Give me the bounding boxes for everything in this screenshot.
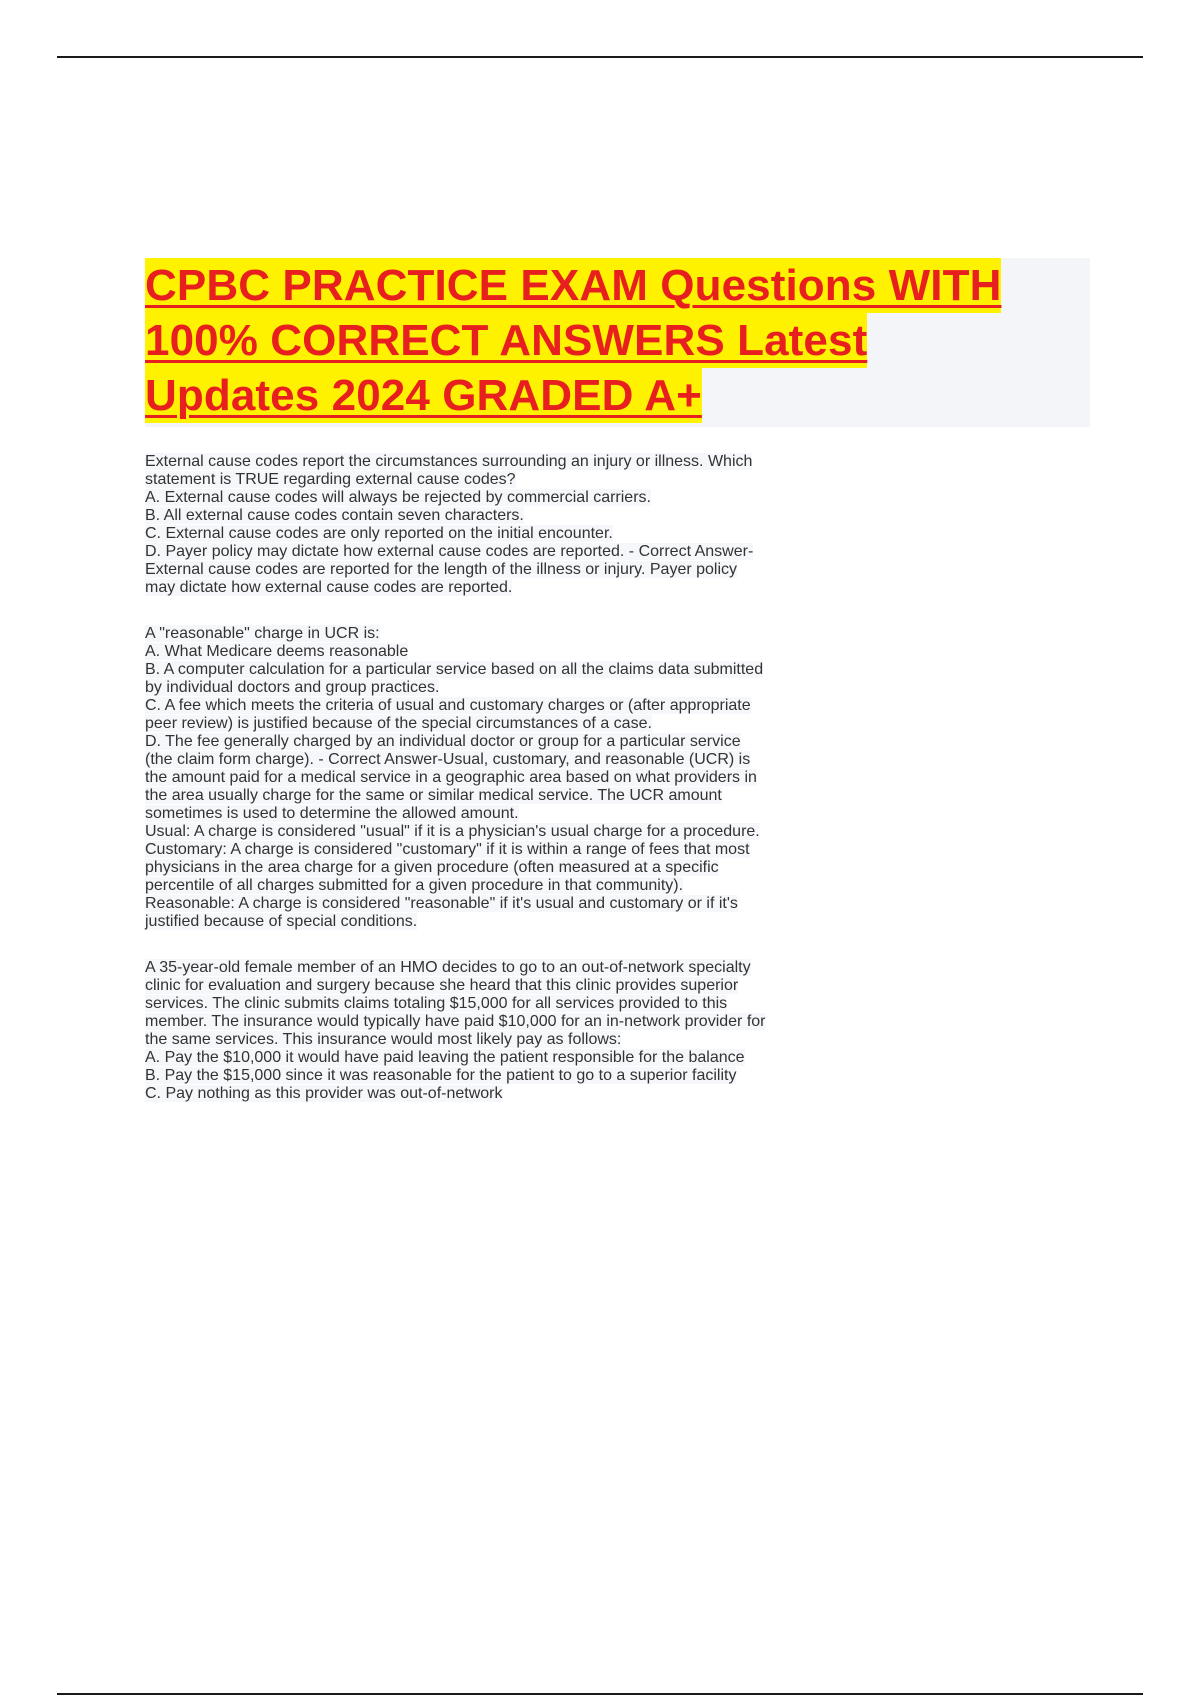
text-line: (the claim form charge). - Correct Answer-Usual, customary, and reasonable (UCR) is: [145, 751, 751, 768]
bottom-rule: [57, 1693, 1143, 1695]
title-line: CPBC PRACTICE EXAM Questions WITH: [145, 258, 1001, 313]
question-1: [145, 453, 1090, 597]
text-line: D. The fee generally charged by an individual doctor or group for a particular service: [145, 733, 741, 750]
text-line: C. Pay nothing as this provider was out-of-network: [145, 1085, 503, 1102]
text-line: statement is TRUE regarding external cause codes?: [145, 471, 516, 488]
text-line: Usual: A charge is considered "usual" if it is a physician's usual charge for a procedure.: [145, 823, 760, 840]
text-line: B. All external cause codes contain seven characters.: [145, 507, 524, 524]
text-line: clinic for evaluation and surgery because she heard that this clinic provides superior: [145, 977, 739, 994]
text-line: A "reasonable" charge in UCR is:: [145, 625, 380, 642]
text-line: A. Pay the $10,000 it would have paid leaving the patient responsible for the balance: [145, 1049, 745, 1066]
question-2: [145, 625, 1090, 931]
text-line: External cause codes are reported for the length of the illness or injury. Payer policy: [145, 561, 738, 578]
text-line: C. External cause codes are only reported on the initial encounter.: [145, 525, 613, 542]
document-body: [145, 258, 1090, 1131]
text-line: A. External cause codes will always be rejected by commercial carriers.: [145, 489, 651, 506]
text-line: justified because of special conditions.: [145, 913, 418, 930]
text-line: the same services. This insurance would most likely pay as follows:: [145, 1031, 622, 1048]
text-line: physicians in the area charge for a given procedure (often measured at a specific: [145, 859, 719, 876]
title-line: Updates 2024 GRADED A+: [145, 368, 702, 423]
text-line: A 35-year-old female member of an HMO decides to go to an out-of-network specialty: [145, 959, 751, 976]
text-line: member. The insurance would typically have paid $10,000 for an in-network provider for: [145, 1013, 766, 1030]
text-line: the area usually charge for the same or similar medical service. The UCR amount: [145, 787, 722, 804]
text-line: B. A computer calculation for a particular service based on all the claims data submitted: [145, 661, 764, 678]
text-line: services. The clinic submits claims totaling $15,000 for all services provided to this: [145, 995, 728, 1012]
text-line: Customary: A charge is considered "customary" if it is within a range of fees that most: [145, 841, 750, 858]
top-rule: [57, 56, 1143, 58]
text-line: peer review) is justified because of the special circumstances of a case.: [145, 715, 652, 732]
text-line: sometimes is used to determine the allowed amount.: [145, 805, 519, 822]
text-line: A. What Medicare deems reasonable: [145, 643, 409, 660]
text-line: the amount paid for a medical service in a geographic area based on what providers in: [145, 769, 757, 786]
text-line: External cause codes report the circumstances surrounding an injury or illness. Which: [145, 453, 753, 470]
text-line: Reasonable: A charge is considered "reasonable" if it's usual and customary or if it's: [145, 895, 738, 912]
text-line: B. Pay the $15,000 since it was reasonable for the patient to go to a superior facility: [145, 1067, 737, 1084]
question-3: [145, 959, 1090, 1103]
text-line: may dictate how external cause codes are reported.: [145, 579, 513, 596]
text-line: percentile of all charges submitted for a given procedure in that community).: [145, 877, 684, 894]
text-line: C. A fee which meets the criteria of usual and customary charges or (after appropriate: [145, 697, 751, 714]
title-line: 100% CORRECT ANSWERS Latest: [145, 313, 867, 368]
text-line: by individual doctors and group practices.: [145, 679, 440, 696]
document-title: [145, 258, 1090, 427]
text-line: D. Payer policy may dictate how external cause codes are reported. - Correct Answer-: [145, 543, 754, 560]
